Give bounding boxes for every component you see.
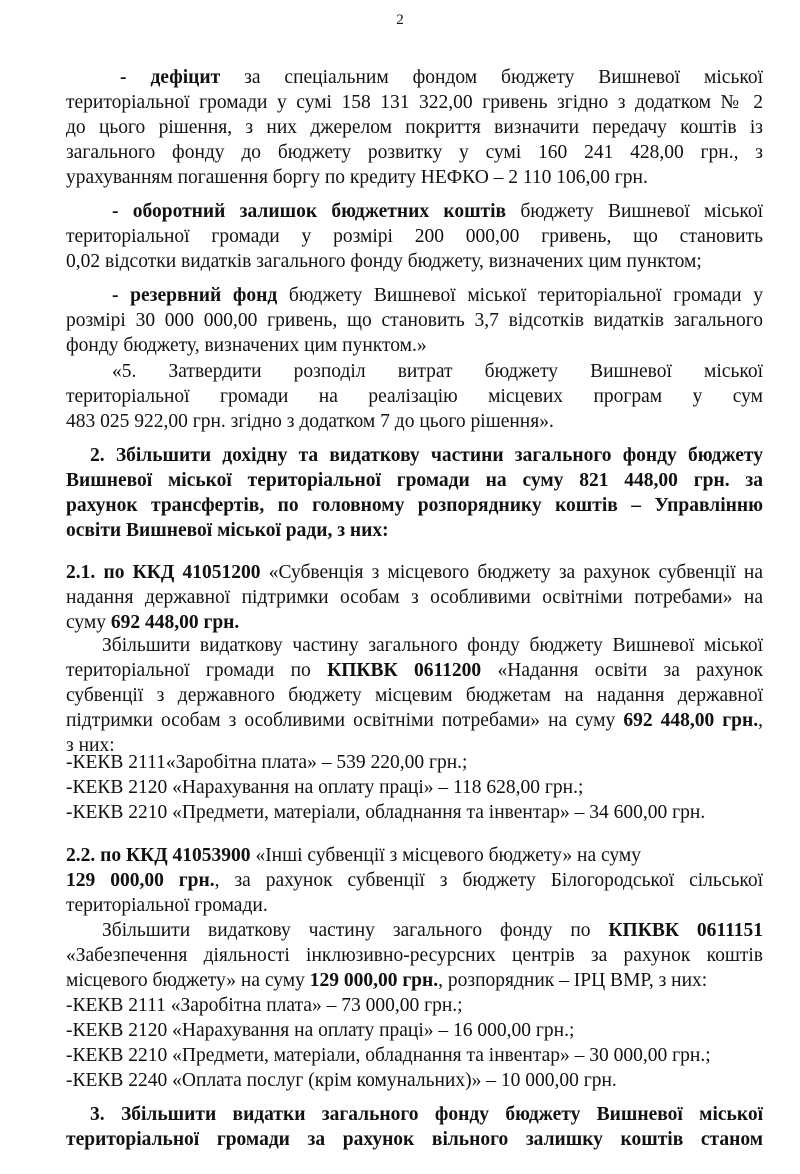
text-line: [66, 1018, 763, 1043]
text-line: [66, 90, 763, 115]
text-span: 0,02 відсотки видатків загального фонду бюджету, визначених цим пунктом;: [66, 251, 702, 272]
text-span: -КЕКВ 2240 «Оплата послуг (крім комунальних)» – 10 000,00 грн.: [66, 1070, 617, 1091]
text-span: суму: [66, 612, 111, 633]
text-line: [66, 140, 763, 165]
text-line: [66, 1068, 763, 1093]
bold-text: - оборотний залишок бюджетних коштів: [112, 201, 507, 222]
text-line: [66, 518, 763, 543]
text-line: [66, 585, 763, 610]
text-span: «Субвенція з місцевого бюджету за рахунок субвенції на: [260, 562, 763, 583]
text-span: з них:: [66, 735, 115, 756]
text-span: -КЕКВ 2120 «Нарахування на оплату праці» – 118 628,00 грн.;: [66, 777, 584, 798]
text-span: «5. Затвердити розподіл витрат бюджету Вишневої міської: [112, 361, 763, 382]
bold-text: 3. Збільшити видатки загального фонду бюджету Вишневої міської: [90, 1104, 763, 1125]
text-span: надання державної підтримки особам з особливими освітніми потребами» на: [66, 587, 763, 608]
text-line: [90, 443, 763, 468]
text-line: [102, 633, 763, 658]
text-line: [66, 308, 763, 333]
bold-text: Вишневої міської територіальної громади на суму 821 448,00 грн. за: [66, 470, 763, 491]
text-span: , розпорядник – ІРЦ ВМР, з них:: [438, 970, 708, 991]
text-span: Збільшити видаткову частину загального фонду бюджету Вишневої міської: [102, 635, 763, 656]
bold-text: територіальної громади за рахунок вільного залишку коштів станом: [66, 1129, 763, 1150]
text-line: [66, 165, 763, 190]
bold-text: 2.1. по ККД 41051200: [66, 562, 261, 583]
text-line: [112, 359, 763, 384]
page-number: 2: [396, 12, 404, 28]
text-span: загального фонду до бюджету розвитку у сумі 160 241 428,00 грн., з: [66, 142, 763, 163]
bold-text: 2.2. по ККД 41053900: [66, 845, 251, 866]
text-span: Збільшити видаткову частину загального фонду по: [102, 920, 609, 941]
text-line: [102, 918, 763, 943]
bold-text: 2. Збільшити дохідну та видаткову частини загального фонду бюджету: [90, 445, 763, 466]
text-line: [90, 1102, 763, 1127]
text-line: [66, 384, 763, 409]
text-span: -КЕКВ 2210 «Предмети, матеріали, обладнання та інвентар» – 30 000,00 грн.;: [66, 1045, 711, 1066]
text-line: [66, 560, 763, 585]
text-span: -КЕКВ 2210 «Предмети, матеріали, обладнання та інвентар» – 34 600,00 грн.: [66, 802, 706, 823]
text-span: урахуванням погашення боргу по кредиту НЕФКО – 2 110 106,00 грн.: [66, 167, 648, 188]
text-span: «Інші субвенції з місцевого бюджету» на суму: [250, 845, 641, 866]
bold-text: КПКВК 0611200: [327, 660, 482, 681]
text-span: -КЕКВ 2120 «Нарахування на оплату праці» – 16 000,00 грн.;: [66, 1020, 575, 1041]
text-span: , за рахунок субвенції з бюджету Білогородської сільської: [214, 870, 763, 891]
text-line: [66, 750, 763, 775]
text-line: [66, 1127, 763, 1152]
bold-text: 692 448,00 грн.: [110, 612, 240, 633]
bold-text: - дефіцит: [120, 67, 221, 88]
text-line: [112, 283, 763, 308]
text-line: [112, 199, 763, 224]
text-line: [66, 333, 763, 358]
text-line: [66, 115, 763, 140]
text-span: «Надання освіти за рахунок: [481, 660, 763, 681]
text-span: територіальної громади у розмірі 200 000,00 гривень, що становить: [66, 226, 763, 247]
text-span: за спеціальним фондом бюджету Вишневої міської: [220, 67, 763, 88]
text-span: бюджету Вишневої міської: [506, 201, 763, 222]
text-line: [66, 800, 763, 825]
text-line: [66, 658, 763, 683]
text-line: [66, 968, 763, 993]
bold-text: рахунок трансфертів, по головному розпоряднику коштів – Управлінню: [66, 495, 763, 516]
bold-text: 692 448,00 грн.: [623, 710, 759, 731]
text-line: [120, 65, 763, 90]
text-span: бюджету Вишневої міської територіальної громади у: [277, 285, 763, 306]
text-span: субвенції з державного бюджету місцевим бюджетам на надання державної: [66, 685, 763, 706]
text-line: [66, 775, 763, 800]
text-line: [66, 893, 763, 918]
bold-text: КПКВК 0611151: [608, 920, 763, 941]
bold-text: - резервний фонд: [112, 285, 278, 306]
text-span: фонду бюджету, визначених цим пунктом.»: [66, 335, 427, 356]
bold-text: освіти Вишневої міської ради, з них:: [66, 520, 389, 541]
text-span: місцевого бюджету» на суму: [66, 970, 310, 991]
text-line: [66, 868, 763, 893]
text-line: [66, 493, 763, 518]
text-line: [66, 843, 763, 868]
text-span: територіальної громади у сумі 158 131 322,00 гривень згідно з додатком № 2: [66, 92, 763, 113]
text-span: «Забезпечення діяльності інклюзивно-ресурсних центрів за рахунок коштів: [66, 945, 763, 966]
text-span: -КЕКВ 2111 «Заробітна плата» – 73 000,00 грн.;: [66, 995, 463, 1016]
text-line: [66, 708, 763, 733]
text-line: [66, 409, 763, 434]
bold-text: 129 000,00 грн.: [309, 970, 439, 991]
text-line: [66, 468, 763, 493]
text-span: розмірі 30 000 000,00 гривень, що становить 3,7 відсотків видатків загального: [66, 310, 763, 331]
text-line: [66, 610, 763, 635]
text-line: [66, 1043, 763, 1068]
text-span: 483 025 922,00 грн. згідно з додатком 7 до цього рішення».: [66, 411, 554, 432]
text-span: підтримки особам з особливими освітніми потребами» на суму: [66, 710, 624, 731]
bold-text: 129 000,00 грн.: [66, 870, 215, 891]
text-span: до цього рішення, з них джерелом покриття визначити передачу коштів із: [66, 117, 763, 138]
text-span: територіальної громади на реалізацію місцевих програм у сум: [66, 386, 763, 407]
text-span: ,: [758, 710, 763, 731]
text-line: [66, 943, 763, 968]
text-span: територіальної громади по: [66, 660, 328, 681]
text-span: територіальної громади.: [66, 895, 268, 916]
text-line: [66, 683, 763, 708]
text-line: [66, 249, 763, 274]
text-line: [66, 224, 763, 249]
text-line: [66, 993, 763, 1018]
text-span: -КЕКВ 2111«Заробітна плата» – 539 220,00 грн.;: [66, 752, 468, 773]
